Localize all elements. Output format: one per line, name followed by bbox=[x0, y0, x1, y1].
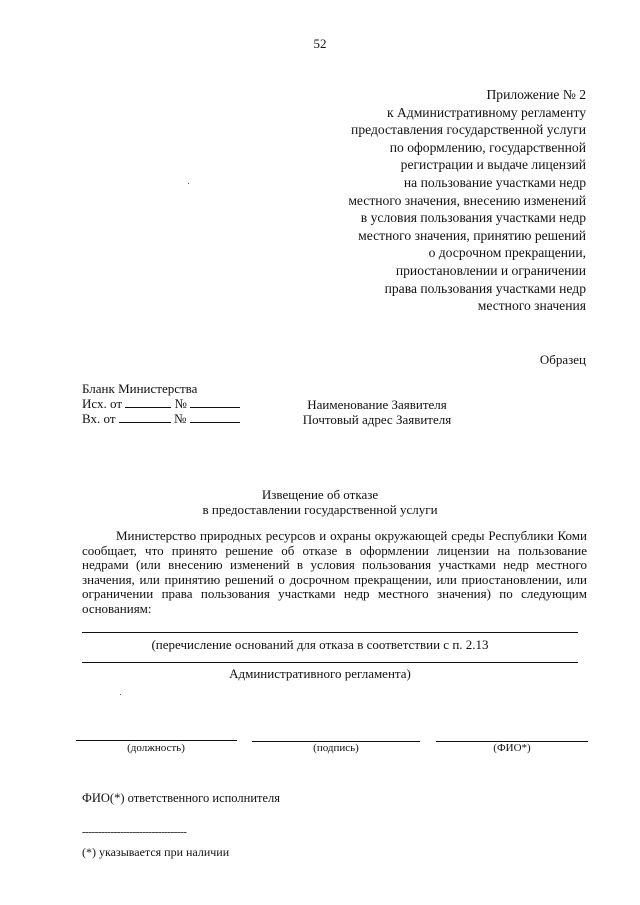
outgoing-label: Исх. от bbox=[82, 396, 122, 411]
document-title bbox=[0, 487, 640, 517]
footnote-text: (*) указывается при наличии bbox=[82, 845, 230, 859]
scan-speck bbox=[188, 183, 189, 184]
scan-speck bbox=[120, 694, 121, 695]
reasons-caption: (перечисление оснований для отказа в соответствии с п. 2.13 bbox=[151, 637, 489, 652]
appendix-line: местного значения, принятию решений bbox=[358, 227, 586, 243]
appendix-line: Приложение № 2 bbox=[486, 87, 586, 102]
appendix-line: в условия пользования участками недр bbox=[360, 210, 586, 226]
incoming-label: Вх. от bbox=[82, 411, 116, 426]
outgoing-date-blank bbox=[125, 397, 171, 408]
title-line: в предоставлении государственной услуги bbox=[202, 502, 438, 517]
sample-label: Образец bbox=[539, 352, 586, 367]
applicant-block bbox=[297, 397, 457, 427]
page-number: 52 bbox=[313, 36, 327, 51]
position-line bbox=[76, 740, 237, 741]
incoming-number-blank bbox=[190, 412, 240, 423]
appendix-line: к Административному регламенту bbox=[386, 104, 586, 120]
applicant-address: Почтовый адрес Заявителя bbox=[302, 412, 452, 427]
outgoing-number-blank bbox=[190, 397, 240, 408]
signature-label: (подпись) bbox=[313, 742, 359, 754]
applicant-name: Наименование Заявителя bbox=[307, 397, 447, 412]
reasons-line-1 bbox=[82, 632, 578, 633]
appendix-line: о досрочном прекращении, bbox=[428, 245, 586, 261]
appendix-line: на пользование участками недр bbox=[403, 174, 586, 190]
admin-reg-caption: Административного регламента) bbox=[229, 666, 411, 681]
incoming-ref bbox=[82, 411, 240, 426]
body-paragraph-text: Министерство природных ресурсов и охраны окружающей среды Республики Коми сообщает, что принято решение об отказе в оформлении лицензии на пользование недрами (или внесению изменений в условия пользования участками недр местного значения, или принятию решений о досрочном прекращении, или приостановлении, или ограничении права пользования участками недр местного значения) по следующим основаниям: bbox=[82, 528, 587, 616]
appendix-line: регистрации и выдаче лицензий bbox=[400, 157, 586, 173]
fio-label: (ФИО*) bbox=[493, 742, 531, 754]
outgoing-ref bbox=[82, 396, 240, 411]
appendix-line: местного значения bbox=[477, 298, 586, 314]
reasons-line-2 bbox=[82, 662, 578, 663]
footnote-separator: --------------------------------- bbox=[82, 826, 187, 838]
number-sign: № bbox=[174, 411, 187, 426]
title-line: Извещение об отказе bbox=[261, 487, 379, 502]
body-paragraph bbox=[82, 529, 587, 617]
appendix-line: права пользования участками недр bbox=[384, 280, 586, 296]
appendix-line: по оформлению, государственной bbox=[389, 139, 586, 155]
position-label: (должность) bbox=[127, 742, 185, 754]
incoming-date-blank bbox=[119, 412, 171, 423]
appendix-line: местного значения, внесению изменений bbox=[348, 192, 586, 208]
executor-label: ФИО(*) ответственного исполнителя bbox=[82, 791, 281, 805]
ministry-letterhead bbox=[82, 381, 240, 426]
appendix-header bbox=[348, 86, 586, 315]
appendix-line: предоставления государственной услуги bbox=[351, 122, 586, 138]
appendix-line: приостановлении и ограничении bbox=[395, 262, 586, 278]
ministry-form-label: Бланк Министерства bbox=[82, 381, 198, 396]
number-sign: № bbox=[174, 396, 187, 411]
